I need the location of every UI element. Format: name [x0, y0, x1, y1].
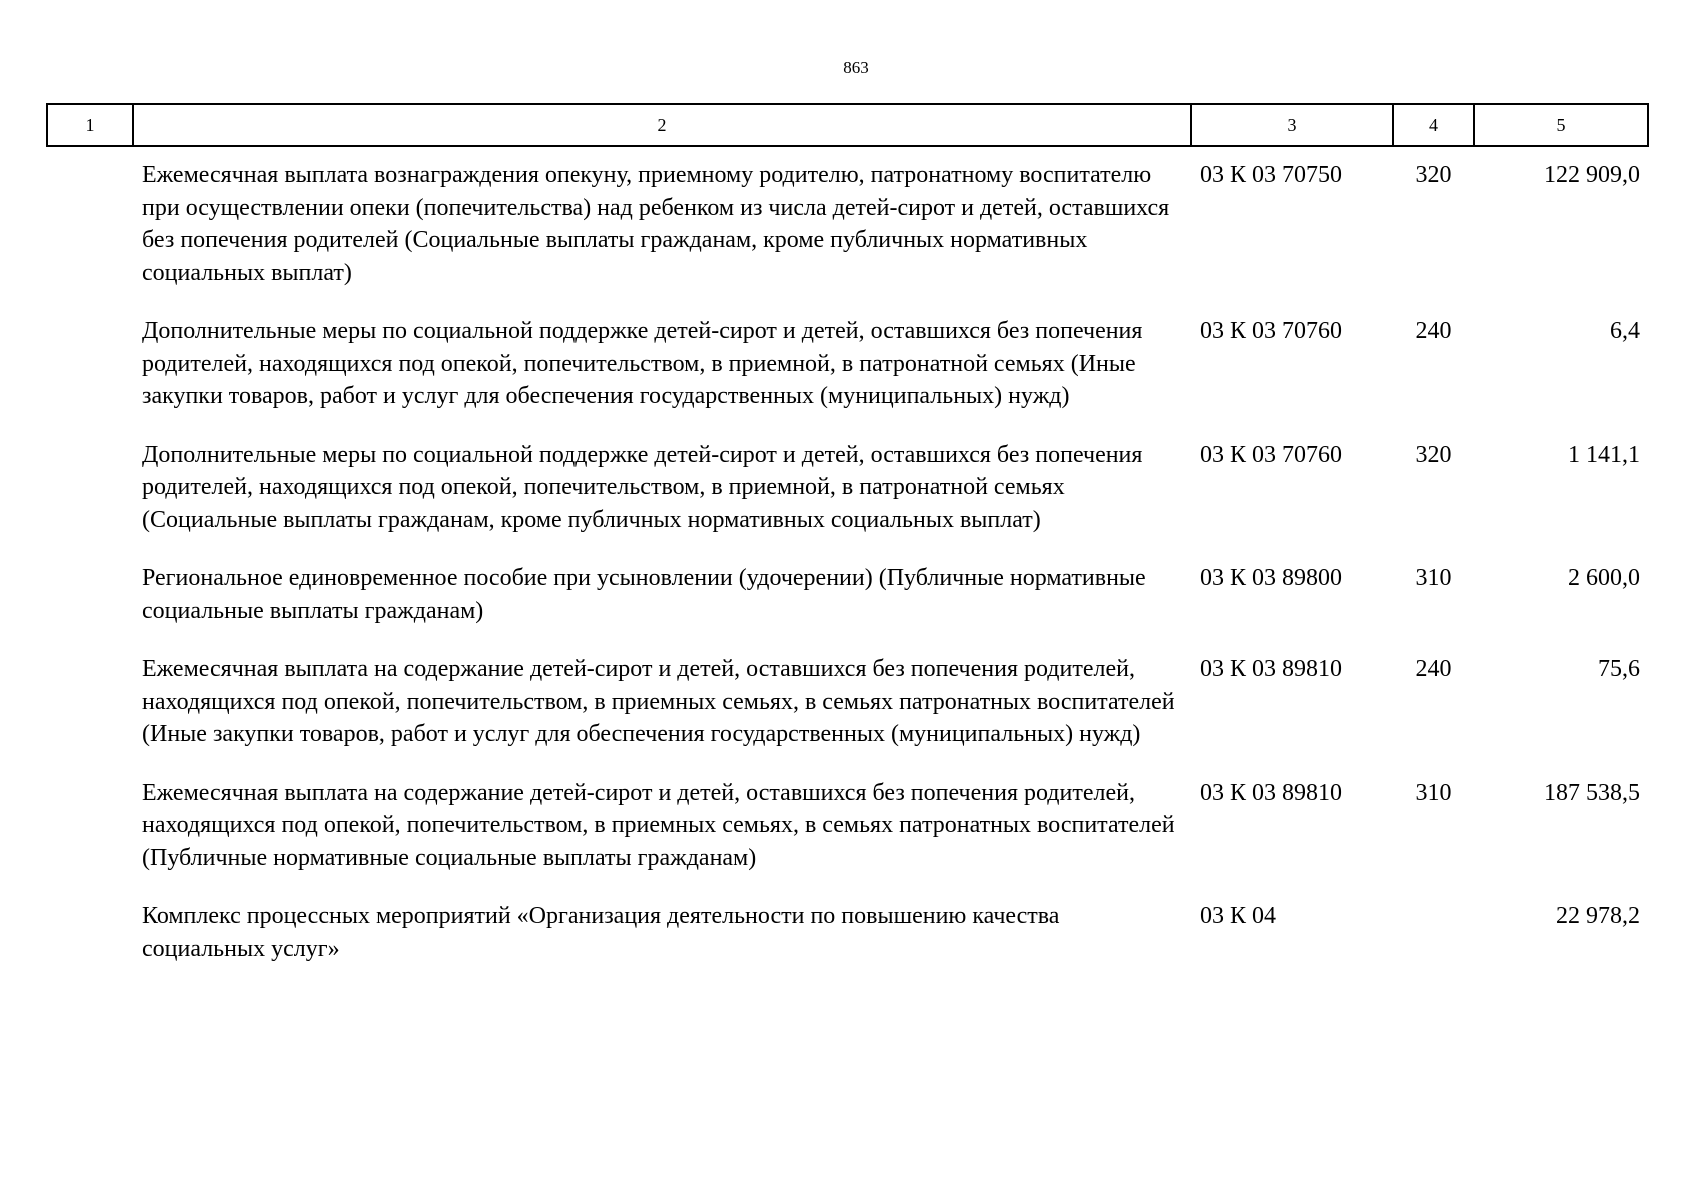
row-index-cell: [47, 643, 133, 767]
row-index-cell: [47, 552, 133, 643]
row-index-cell: [47, 146, 133, 305]
table-row: [47, 146, 1648, 305]
row-amount: 122 909,0: [1544, 162, 1640, 188]
row-code: 03 К 03 89810: [1200, 656, 1343, 682]
row-index-cell: [47, 305, 133, 429]
table-row: [47, 890, 1648, 981]
header-row: [47, 104, 1648, 146]
row-name: Ежемесячная выплата вознаграждения опекуну, приемному родителю, патронатному воспитателю при осуществлении опеки (попечительства) над ребенком из числа детей-сирот и детей, оставшихся без попечения родителей (Социальные выплаты гражданам, кроме публичных нормативных социальных выплат): [142, 162, 1170, 286]
row-code: 03 К 03 70760: [1200, 318, 1343, 344]
row-name: Дополнительные меры по социальной поддержке детей-сирот и детей, оставшихся без попечения родителей, находящихся под опекой, попечительством, в приемной, в патронатной семьях (Иные закупки товаров, работ и услуг для обеспечения государственных (муниципальных) нужд): [142, 318, 1143, 409]
table-header: [47, 104, 1648, 146]
row-name: Ежемесячная выплата на содержание детей-сирот и детей, оставшихся без попечения родителей, находящихся под опекой, попечительством, в приемных семьях, в семьях патронатных воспитателей (Иные закупки товаров, работ и услуг для обеспечения государственных (муниципальных) нужд): [142, 656, 1175, 747]
row-code: 03 К 03 70750: [1200, 162, 1343, 188]
row-amount: 2 600,0: [1568, 565, 1640, 591]
column-header-1: 1: [47, 104, 133, 146]
row-expense-type: [1393, 890, 1474, 981]
row-code: 03 К 03 70760: [1200, 441, 1343, 468]
row-expense-type: 320: [1415, 441, 1452, 468]
table-row: [47, 552, 1648, 643]
row-expense-type: 310: [1415, 565, 1452, 591]
table-row: [47, 643, 1648, 767]
row-code: 03 К 04: [1200, 903, 1277, 929]
column-header-2: 2: [133, 104, 1191, 146]
row-amount: 187 538,5: [1544, 779, 1640, 806]
page-number: 863: [843, 58, 869, 77]
row-expense-type: 320: [1415, 162, 1452, 188]
row-amount: 75,6: [1598, 656, 1640, 682]
budget-table: [46, 103, 1649, 981]
table-row: [47, 429, 1648, 553]
row-index-cell: [47, 890, 133, 981]
row-amount: 1 141,1: [1568, 441, 1640, 468]
table-body: [47, 146, 1648, 981]
column-header-5: 5: [1474, 104, 1648, 146]
row-amount: 6,4: [1610, 318, 1640, 344]
row-name: Региональное единовременное пособие при усыновлении (удочерении) (Публичные нормативные социальные выплаты гражданам): [142, 565, 1146, 624]
row-code: 03 К 03 89810: [1200, 779, 1343, 806]
row-expense-type: 240: [1415, 656, 1452, 682]
row-index-cell: [47, 767, 133, 891]
row-code: 03 К 03 89800: [1200, 565, 1343, 591]
row-name: Дополнительные меры по социальной поддержке детей-сирот и детей, оставшихся без попечения родителей, находящихся под опекой, попечительством, в приемной, в патронатной семьях (Социальные выплаты гражданам, кроме публичных нормативных социальных выплат): [142, 441, 1143, 533]
column-header-4: 4: [1393, 104, 1474, 146]
row-expense-type: 240: [1415, 318, 1452, 344]
table-row: [47, 305, 1648, 429]
row-name: Ежемесячная выплата на содержание детей-сирот и детей, оставшихся без попечения родителей, находящихся под опекой, попечительством, в приемных семьях, в семьях патронатных воспитателей (Публичные нормативные социальные выплаты гражданам): [142, 779, 1175, 871]
row-amount: 22 978,2: [1556, 903, 1640, 929]
table-row: [47, 767, 1648, 891]
row-expense-type: 310: [1415, 779, 1452, 806]
column-header-3: 3: [1191, 104, 1393, 146]
row-index-cell: [47, 429, 133, 553]
row-name: Комплекс процессных мероприятий «Организация деятельности по повышению качества социальных услуг»: [142, 903, 1060, 962]
